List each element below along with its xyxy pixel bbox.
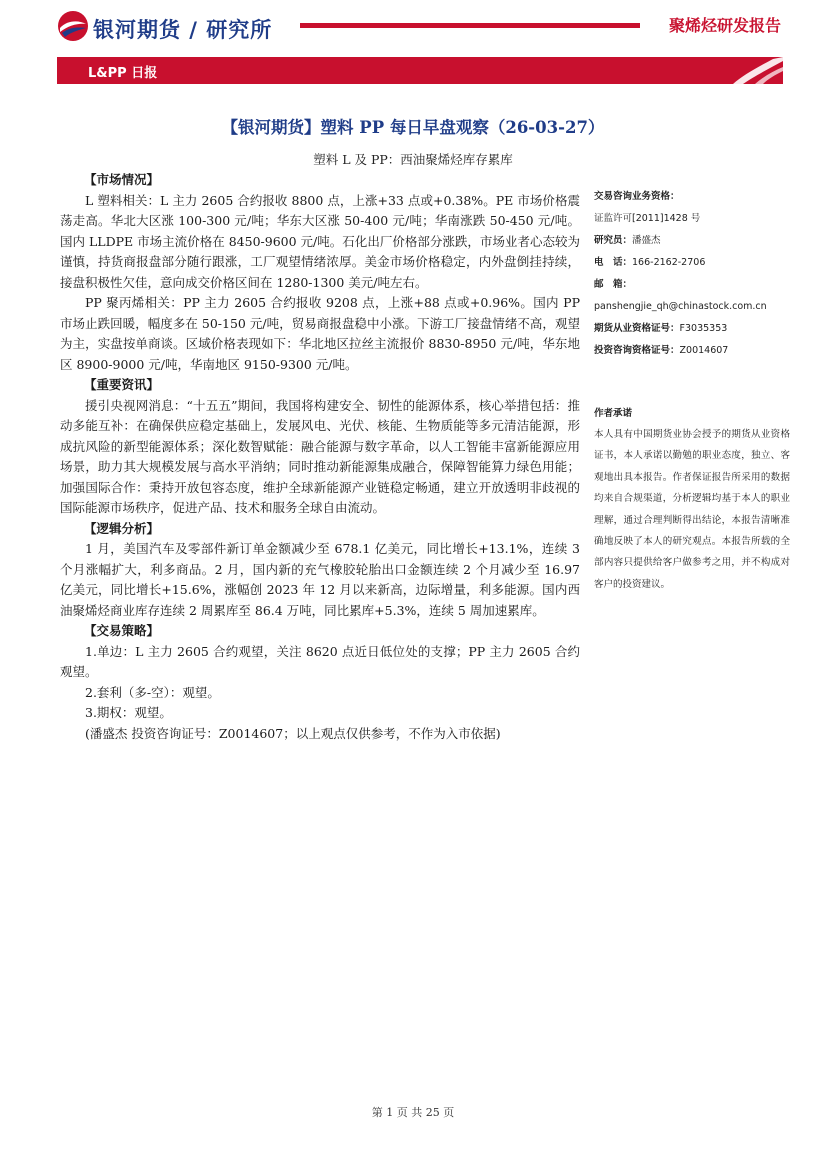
analyst-disclaimer: (潘盛杰 投资咨询证号：Z0014607；以上观点仅供参考，不作为入市依据) [85, 725, 501, 741]
market-heading: 【市场情况】 [84, 172, 160, 187]
logic-heading: 【逻辑分析】 [84, 520, 160, 536]
researcher-label: 研究员： [594, 235, 633, 246]
strategy-heading: 【交易策略】 [84, 623, 160, 638]
email-label: 邮 箱： [594, 279, 633, 290]
page-subtitle: 塑料 L 及 PP：西油聚烯烃库存累库 [313, 152, 513, 167]
header-rule [300, 23, 640, 28]
market-paragraph-pp: PP 聚丙烯相关：PP 主力 2605 合约报收 9208 点，上涨+88 点或+0.96%。国内 PP 市场止跌回暖，幅度多在 50-150 元/吨，贸易商报盘稳中小涨。下游工厂接盘情绪不高，观望为主，实盘按单商谈。区域价格表现如下：华北地区拉丝主流报价 8830-8950 元/吨，华东地区 8900-9000 元/吨，华南地区 9150-9300 元/吨。 [60, 295, 580, 372]
news-paragraph: 援引央视网消息：“十五五”期间，我国将构建安全、韧性的能源体系，核心举措包括：推动多能互补：在确保供应稳定基础上，发展风电、光伏、核能、生物质能等多元清洁能源，形成抗风险的新型能源体系；深化数智赋能：融合能源与数字革命，以人工智能丰富新能源应用场景，助力其大规模发展与高水平消纳；同时推动新能源集成融合，保障智能算力绿色用能；加强国际合作：秉持开放包容态度，维护全球新能源产业链稳定畅通，建立开放透明非歧视的国际能源市场秩序，促进产品、技术和服务全球自由流动。 [60, 397, 580, 515]
phone-number: 166-2162-2706 [632, 257, 706, 268]
market-paragraph-l: L 塑料相关：L 主力 2605 合约报收 8800 点，上涨+33 点或+0.38%。PE 市场价格震荡走高。华北大区涨 100-300 元/吨；华东大区涨 50-400 元/吨；华南涨跌 50-450 元/吨。国内 LLDPE 市场主流价格在 8450-9600 元/吨。石化出厂价格部分涨跌，市场业者心态较为谨慎，持货商报盘部分随行跟涨，工厂观望情绪浓厚。美金市场价格稳定，内外盘倒挂持续，接盘积极性欠佳，意向成交价格区间在 1280-1300 美元/吨左右。 [60, 192, 580, 290]
license-number: 证监许可[2011]1428 号 [594, 213, 701, 224]
phone-label: 电 话： [594, 257, 633, 268]
header-band [57, 57, 783, 84]
pledge-text: 本人具有中国期货业协会授予的期货从业资格证书，本人承诺以勤勉的职业态度，独立、客观地出具本报告。作者保证报告所采用的数据均来自合规渠道，分析逻辑均基于本人的职业理解，通过合理判断得出结论，本报告清晰准确地反映了本人的研究观点。本报告所载的全部内容只提供给客户做参考之用，并不构成对客户的投资建议。 [594, 429, 790, 590]
page-number: 第 1 页 共 25 页 [371, 1106, 455, 1119]
band-label: L&PP 日报 [88, 66, 158, 81]
invest-cert-label: 投资咨询资格证号： [594, 345, 680, 356]
pledge-title: 作者承诺 [594, 408, 633, 419]
researcher-name: 潘盛杰 [632, 235, 661, 246]
galaxy-logo-icon [57, 10, 89, 42]
invest-cert-number: Z0014607 [679, 345, 729, 356]
qualification-label: 交易咨询业务资格： [594, 191, 680, 202]
swoosh-icon [583, 57, 783, 84]
page-title: 【银河期货】塑料 PP 每日早盘观察（26-03-27） [221, 118, 605, 137]
strategy-arbitrage: 2.套利（多-空）：观望。 [85, 684, 220, 700]
strategy-single: 1.单边：L 主力 2605 合约观望，关注 8620 点近日低位处的支撑；PP 主力 2605 合约观望。 [60, 643, 580, 679]
logo-text: 银河期货 / 研究所 [93, 18, 273, 42]
futures-cert-label: 期货从业资格证号： [594, 323, 680, 334]
logic-paragraph: 1 月，美国汽车及零部件新订单金额减少至 678.1 亿美元，同比增长+13.1%，连续 3 个月涨幅扩大，利多商品。2 月，国内新的充气橡胶轮胎出口金额连续 2 个月减少至 16.97 亿美元，同比增长+15.6%，涨幅创 2023 年 12 月以来新高，边际增量，利多能源。国内西油聚烯烃商业库存连续 2 周累库至 86.4 万吨，同比累库+5.3%，连续 5 周加速累库。 [60, 541, 580, 618]
report-type: 聚烯烃研发报告 [668, 16, 781, 35]
email-address[interactable]: panshengjie_qh@chinastock.com.cn [594, 301, 767, 312]
news-heading: 【重要资讯】 [84, 377, 160, 392]
strategy-options: 3.期权：观望。 [85, 705, 172, 720]
futures-cert-number: F3035353 [679, 323, 728, 334]
company-logo [57, 8, 297, 42]
sidebar [594, 186, 790, 595]
main-content [60, 170, 580, 744]
